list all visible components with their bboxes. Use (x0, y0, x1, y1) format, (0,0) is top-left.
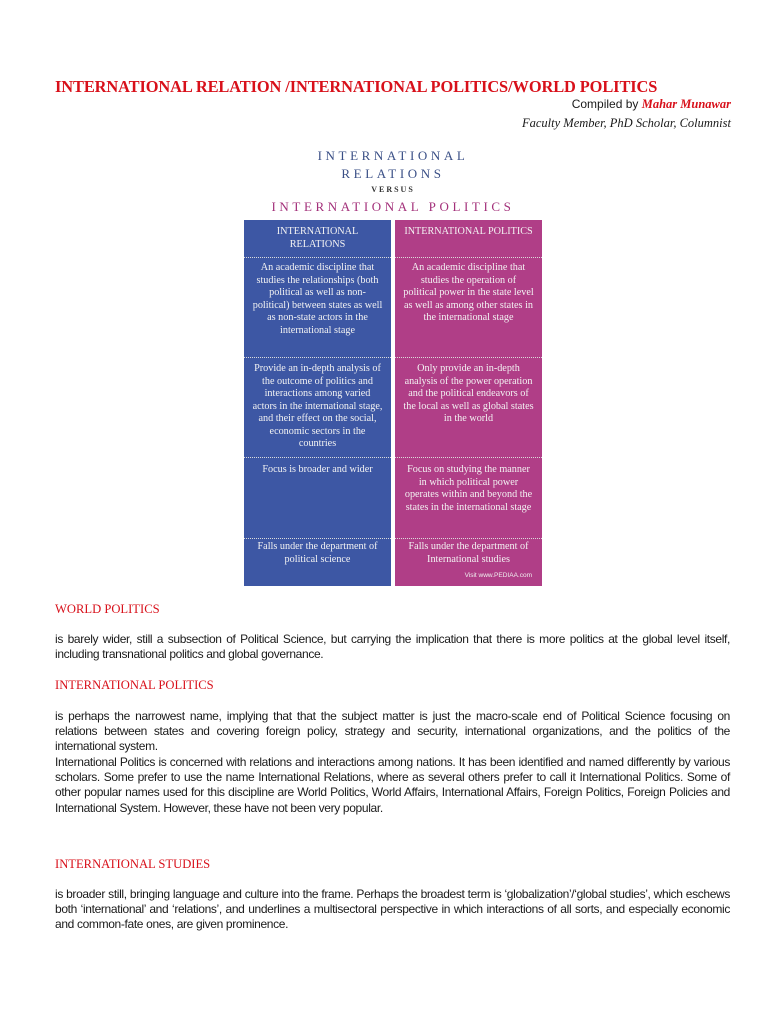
ir-department-cell: Falls under the department of political science (257, 541, 378, 565)
ir-header-cell: INTERNATIONAL RELATIONS (276, 226, 359, 250)
document-title: INTERNATIONAL RELATION /INTERNATIONAL POLITICS/WORLD POLITICS (55, 77, 658, 96)
infographic-heading-line1: INTERNATIONAL (317, 148, 469, 163)
author-name: Mahar Munawar (641, 97, 731, 111)
infographic-heading-line2: RELATIONS (341, 166, 445, 181)
infographic-versus: VERSUS (371, 185, 415, 194)
international-politics-paragraph-2: International Politics is concerned with relations and interactions among nations. It has been identified and named differently by various scholars. Some prefer to use the name International Relations, where as several others prefer to call it International Politics. Some of other popular names used for this discipline are World Politics, World Affairs, International Affairs, Foreign Politics, Foreign Policies and International System. However, these have not been very popular. (55, 755, 730, 815)
divider (244, 538, 391, 539)
ip-header-cell: INTERNATIONAL POLITICS (404, 226, 533, 237)
compiled-by-label: Compiled by (571, 97, 642, 111)
infographic-heading-line3: INTERNATIONAL POLITICS (271, 199, 515, 214)
ip-focus-cell: Focus on studying the manner in which political power operates within and beyond the states in the international stage (404, 464, 533, 513)
author-role: Faculty Member, PhD Scholar, Columnist (521, 116, 731, 130)
international-politics-paragraph-1: is perhaps the narrowest name, implying that that the subject matter is just the macro-scale end of Political Science focusing on relations between states and covering foreign policy, strategy and security, international organizations, and the politics of the international system. (55, 709, 730, 754)
compiled-by-line (572, 97, 731, 112)
international-studies-paragraph: is broader still, bringing language and culture into the frame. Perhaps the broadest term is ‘globalization’/‘global studies’, which eschews both ‘international’ and ‘relations’, and underlines a multisectoral perspective in which interactions of all sorts, and especially economic and common-fate ones, are given prominence. (55, 887, 730, 932)
ip-definition-cell: An academic discipline that studies the operation of political power in the state level as well as among other states in the international stage (403, 262, 534, 323)
international-studies-heading: INTERNATIONAL STUDIES (55, 857, 211, 871)
ir-definition-cell: An academic discipline that studies the relationships (both political as well as non-political) between states as well as non-state actors in the international stage (252, 262, 383, 336)
world-politics-heading: WORLD POLITICS (55, 602, 160, 616)
divider (395, 538, 542, 539)
world-politics-paragraph: is barely wider, still a subsection of Political Science, but carrying the implication that there is more politics at the global level itself, including transnational politics and global governance. (55, 632, 730, 662)
divider (395, 257, 542, 258)
international-politics-heading: INTERNATIONAL POLITICS (55, 678, 214, 692)
divider (244, 257, 391, 258)
divider (395, 357, 542, 358)
international-relations-column (244, 220, 391, 586)
ir-analysis-cell: Provide an in-depth analysis of the outcome of politics and interactions among varied actors in the international stage, and their effect on the social, economic sectors in the countries (252, 363, 383, 449)
infographic-credit: Visit www.PEDIAA.com (464, 572, 532, 579)
comparison-infographic (244, 143, 542, 586)
ir-focus-cell: Focus is broader and wider (262, 464, 373, 475)
ip-department-cell: Falls under the department of International studies (408, 541, 529, 565)
divider (395, 457, 542, 458)
divider (244, 357, 391, 358)
ip-analysis-cell: Only provide an in-depth analysis of the power operation and the political endeavors of the local as well as global states in the world (403, 363, 534, 424)
international-politics-column (395, 220, 542, 586)
divider (244, 457, 391, 458)
